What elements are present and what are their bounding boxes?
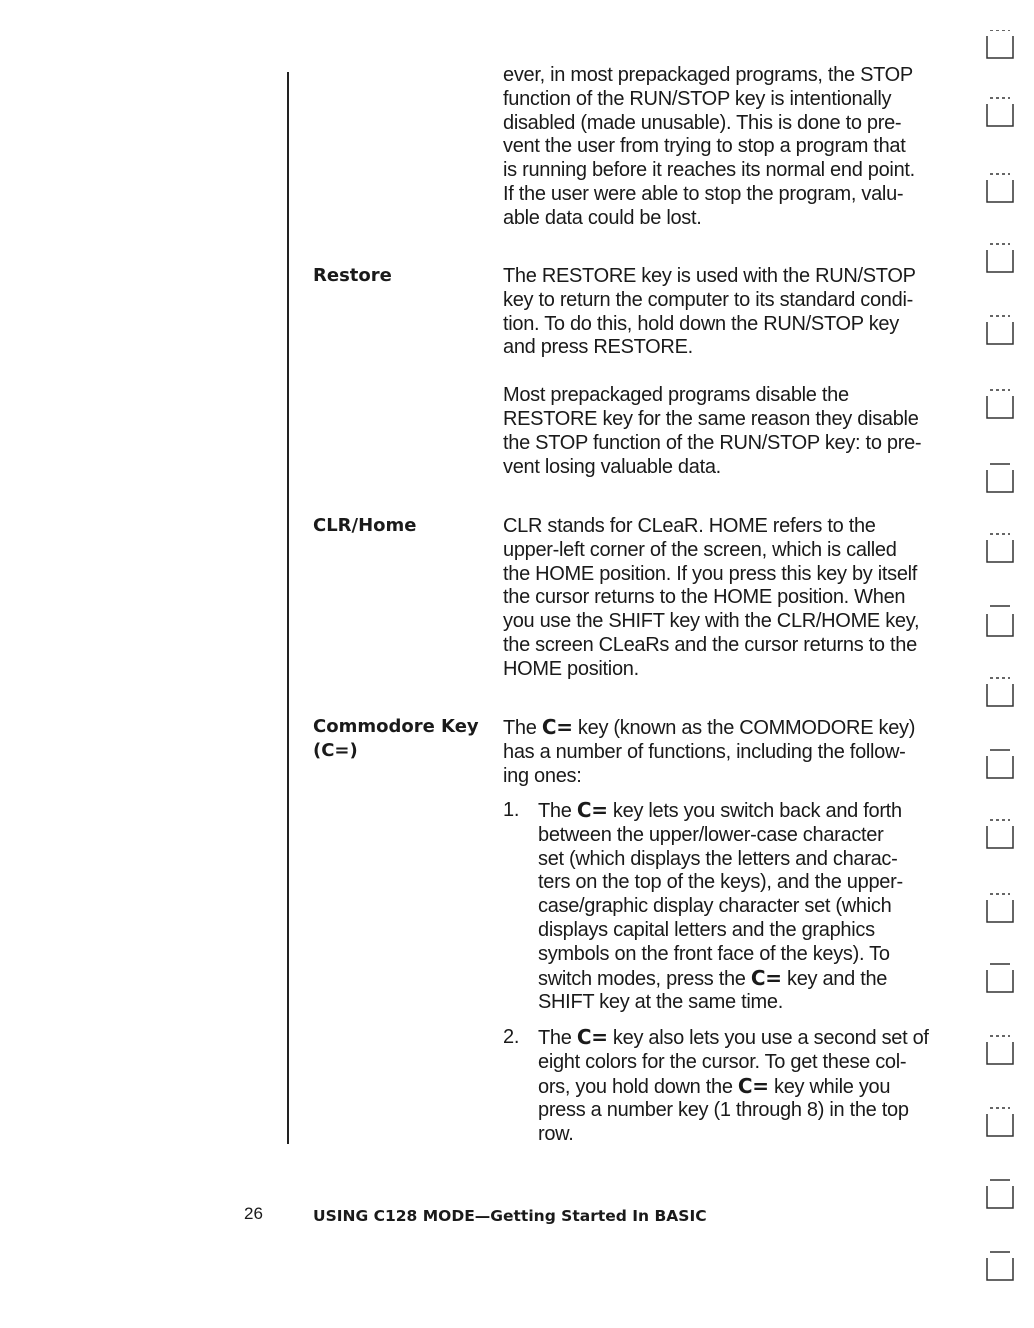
margin-rule xyxy=(287,72,289,1144)
binding-holes-graphic xyxy=(982,30,1022,1300)
list-item-number: 2. xyxy=(503,1026,520,1048)
commodore-heading xyxy=(313,715,493,763)
commodore-key-icon: C= xyxy=(576,798,608,822)
list-item-text: The C= key lets you switch back and forth between the upper/lower-case character set (which displays the letters and charac- ters on the top of the keys), and the upper- case/graphic display character set (which displays capital letters and the graphics symbols on the front face of the keys). To switch modes, press the C= key and the SHIFT key at the same time. xyxy=(538,798,903,1014)
clrhome-heading: CLR/Home xyxy=(313,515,417,536)
commodore-key-icon: C= xyxy=(737,1073,769,1098)
clrhome-section xyxy=(503,515,963,682)
restore-paragraph-2: Most prepackaged programs disable the RESTORE key for the same reason they disable the STOP function of the RUN/STOP key: to pre- vent losing valuable data. xyxy=(503,384,922,478)
page-number: 26 xyxy=(244,1204,263,1223)
list-item-number: 1. xyxy=(503,799,520,821)
commodore-intro: The C= key (known as the COMMODORE key) has a number of functions, including the follow- ing ones: xyxy=(503,715,916,787)
commodore-key-icon: C= xyxy=(541,715,573,739)
list-item-text: The C= key also lets you use a second set of eight colors for the cursor. To get these col- ors, you hold down the C= key while you press a number key (1 through 8) in the top row. xyxy=(538,1025,929,1146)
restore-section xyxy=(503,265,963,479)
commodore-key-icon: C= xyxy=(576,1025,608,1049)
clrhome-paragraph: CLR stands for CLeaR. HOME refers to the upper-left corner of the screen, which is called the HOME position. If you press this key by itself the cursor returns to the HOME position. When you use the SHIFT key with the CLR/HOME key, the screen CLeaRs and the cursor returns to the HOME position. xyxy=(503,515,920,680)
restore-paragraph-1: The RESTORE key is used with the RUN/STOP key to return the computer to its standard condi- tion. To do this, hold down the RUN/STOP key and press RESTORE. xyxy=(503,265,916,359)
intro-paragraph: ever, in most prepackaged programs, the STOP function of the RUN/STOP key is intentionally disabled (made unusable). This is done to pre- vent the user from trying to stop a program that is running before it reaches its normal end point. If the user were able to stop the program, valu- able data could be lost. xyxy=(503,64,915,229)
commodore-key-icon: C= xyxy=(750,965,782,990)
restore-heading: Restore xyxy=(313,265,392,286)
running-footer-title: USING C128 MODE—Getting Started In BASIC xyxy=(313,1207,707,1225)
commodore-heading-symbol: (C=) xyxy=(313,740,358,761)
commodore-heading-text: Commodore Key xyxy=(313,716,479,737)
binding-holes xyxy=(982,30,1022,1300)
